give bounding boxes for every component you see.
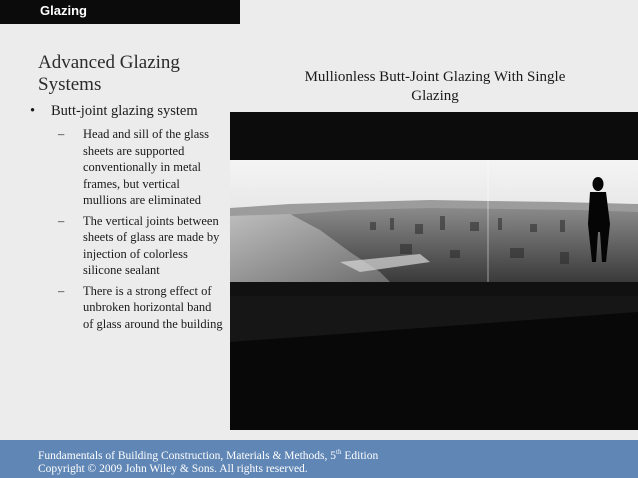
footer-copyright: Copyright © 2009 John Wiley & Sons. All rights reserved. <box>38 463 308 475</box>
slide-title: Advanced Glazing Systems <box>38 52 180 95</box>
footer-bar <box>0 440 638 478</box>
sub-bullet-3: – There is a strong effect of unbroken horizontal band of glass around the building <box>30 283 223 333</box>
photo-caption: Mullionless Butt-Joint Glazing With Single Glazing <box>304 69 566 104</box>
sub-bullet-2: – The vertical joints between sheets of glass are made by injection of colorless silicone sealant <box>30 213 223 279</box>
main-bullet: • Butt-joint glazing system <box>30 102 230 120</box>
footer-book-title: Fundamentals of Building Construction, Materials & Methods, 5th Edition <box>38 448 379 462</box>
glazing-photo <box>230 112 638 430</box>
glazing-photo-image <box>230 112 638 430</box>
bullet-list <box>30 102 230 336</box>
header-label: Glazing <box>40 3 87 18</box>
sub-bullet-1: – Head and sill of the glass sheets are supported conventionally in metal frames, but vertical mullions are eliminated <box>30 126 223 209</box>
header-bar <box>0 0 240 24</box>
